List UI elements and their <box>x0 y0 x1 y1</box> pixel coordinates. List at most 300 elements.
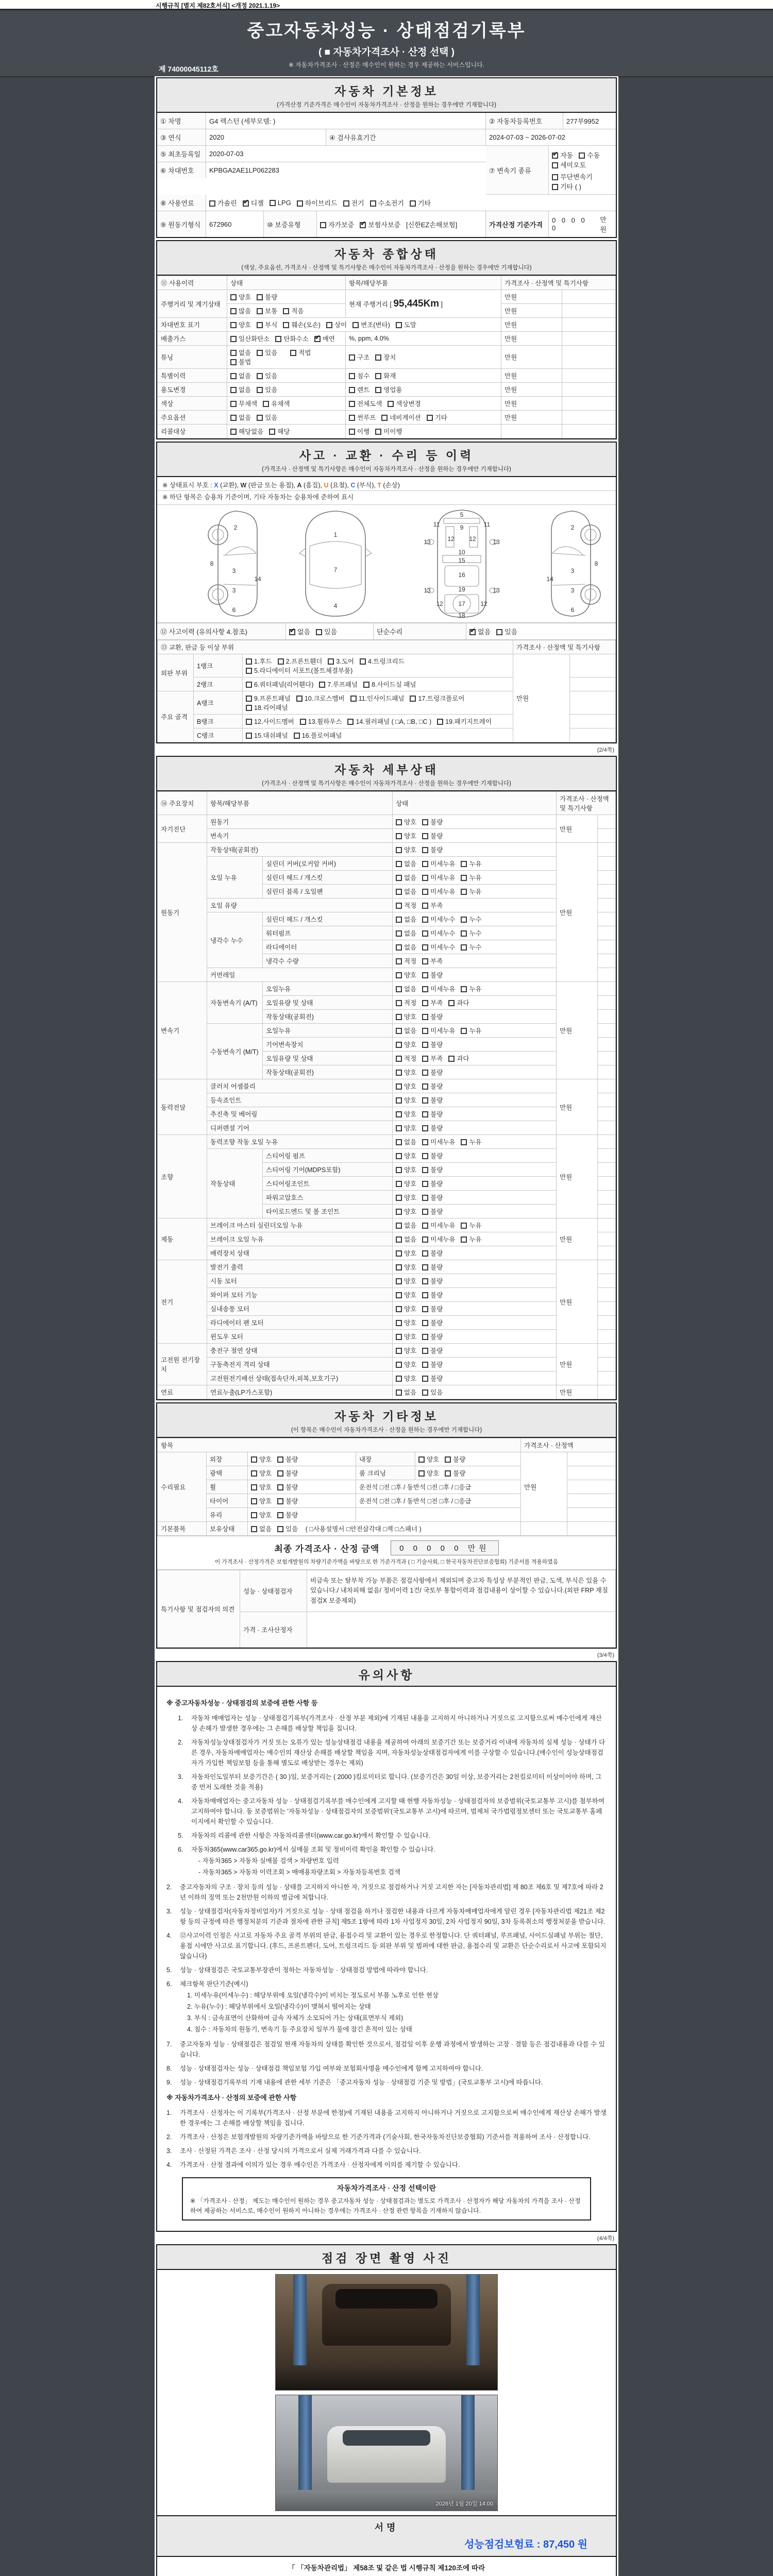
checkbox-unchecked <box>496 629 502 635</box>
damage-code-legend: ※ 상태표시 부호 : X (교환), W (판금 또는 용접), A (흠집), U (요철), C (부식), T (손상) <box>157 477 616 491</box>
row-engine-warranty: ⑨ 원동기형식 672960 ⑩ 보증유형 자가보증 ✔ 보험사보증 [신한EZ손해보험] 가격산정 기준가격 0 0 0 0 0 만원 <box>157 211 616 237</box>
panel-number: 6 <box>570 606 575 614</box>
panel-number: 10 <box>458 549 465 556</box>
option: 수소전기 <box>370 198 404 208</box>
checkbox-unchecked <box>396 1278 402 1284</box>
option: LPG <box>270 199 291 207</box>
checkbox-unchecked <box>230 387 237 393</box>
option: 없음 <box>230 413 251 422</box>
option: 양호 <box>396 1193 416 1202</box>
option: 불량 <box>422 1109 443 1118</box>
checkbox-unchecked <box>422 930 428 937</box>
checkbox-unchecked <box>396 1153 402 1159</box>
car-on-lift-rear <box>322 2284 451 2346</box>
checkbox-unchecked <box>347 719 354 725</box>
form-rule-note: 시행규칙 [별지 제82호서식] <개정 2021.1.19> <box>0 0 773 10</box>
table-row: 작동상태 스티어링 펌프 양호 불량 <box>158 1149 616 1163</box>
option: 있음 <box>257 413 277 422</box>
option: 구조 <box>349 352 369 362</box>
checkbox-unchecked <box>552 174 558 180</box>
notice-item: 3. 성능 · 상태점검자(자동차정비업자)가 거짓으로 성능 · 상태 점검을 하거나 점검한 내용과 다르게 자동차매매업자에게 알린 경우 [자동차관리법 제21조 제2항 등의 규정에 따른 행정처분의 기준과 절차에 관한 규칙] 제5조 1항에 따라 1차 사업정지 30일, 2차 사업정지 90일, 3차 등록취소의 행정처분을 받습니다. <box>166 1907 606 1925</box>
option: 부족 <box>422 998 443 1007</box>
option: 자가보증 <box>320 219 354 229</box>
checkbox-unchecked <box>396 819 402 825</box>
checkbox-unchecked <box>283 308 289 314</box>
option: 기타 <box>427 413 447 422</box>
checkbox-unchecked <box>396 903 402 909</box>
checkbox-unchecked <box>552 184 558 190</box>
option: 불량 <box>277 1468 298 1478</box>
table-row: B랭크 12.사이드멤버 13.휠하우스 14.필러패널 ( □A, □B, □C ) 19.패키지트레이 <box>158 715 616 728</box>
option: 1.후드 <box>246 656 272 666</box>
damage-code: U <box>324 482 329 489</box>
option: 있음 <box>257 371 277 380</box>
page-marker-3: (3/4쪽) <box>597 1652 614 1658</box>
table-row: 와이퍼 모터 기능 양호 불량 <box>158 1288 616 1302</box>
row-fuel: ⑧ 사용연료 가솔린 ✔ 디젤 LPG 하이브리드 전기 수소전기 기타 <box>157 195 616 211</box>
option: 색상변경 <box>388 399 421 408</box>
checkbox-unchecked <box>418 1456 425 1463</box>
checkbox-unchecked <box>396 1250 402 1257</box>
option: 양호 <box>396 1040 416 1049</box>
reg-no-value: 277부9952 <box>566 117 599 125</box>
basic-info-note: (가격산정 기준가격은 매수인이 자동차가격조사 · 산정을 원하는 경우에만 기재합니다) <box>277 102 496 108</box>
option: 무채색 <box>230 399 257 408</box>
checkbox-unchecked <box>461 917 467 923</box>
option: 미세누수 <box>422 914 455 924</box>
table-row: 차대번호 표기 양호 부식 훼손(오손) 상이 변조(변타) 도말 만원 <box>158 318 616 332</box>
option: 양호 <box>396 845 416 854</box>
checkbox-unchecked <box>269 429 275 435</box>
checkbox-unchecked <box>328 658 334 665</box>
option: 변조(변타) <box>352 320 390 329</box>
checkbox-unchecked <box>422 1000 428 1006</box>
checkbox-unchecked <box>246 719 252 725</box>
option: 무단변속기 <box>552 172 593 181</box>
option: 양호 <box>396 1151 416 1160</box>
option: 없음 <box>230 348 251 357</box>
checkbox-unchecked <box>370 200 376 207</box>
table-row: 연료 연료누출(LP가스포함) 없음 있음 만원 <box>158 1385 616 1399</box>
option: ✔ 없음 <box>469 626 491 636</box>
panel-number: 12 <box>480 600 488 607</box>
option: 양호 <box>396 1346 416 1355</box>
checkbox-unchecked <box>422 1389 428 1396</box>
table-row: 실린더 헤드 / 개스킷 없음 미세누유 누유 <box>158 871 616 885</box>
checkbox-unchecked <box>246 696 252 702</box>
option: ✔ 디젤 <box>243 198 264 208</box>
checkbox-unchecked <box>396 958 402 964</box>
checkbox-unchecked <box>422 1376 428 1382</box>
checkbox-unchecked <box>375 373 381 379</box>
checkbox-unchecked <box>422 986 428 992</box>
checkbox-unchecked <box>350 696 357 702</box>
checkbox-unchecked <box>277 1470 283 1477</box>
checkbox-unchecked <box>294 733 300 739</box>
checkbox-unchecked <box>396 1376 402 1382</box>
table-row: 색상 무채색 유채색 전체도색 색상변경 만원 <box>158 397 616 411</box>
option: 15.대쉬패널 <box>246 731 288 740</box>
checkbox-unchecked <box>277 1526 283 1532</box>
checkbox-unchecked <box>422 1111 428 1117</box>
checkbox-unchecked <box>422 1139 428 1145</box>
option: 양호 <box>230 320 251 329</box>
checkbox-unchecked <box>396 1348 402 1354</box>
checkbox-unchecked <box>396 833 402 839</box>
panel-number: 13 <box>493 587 500 594</box>
option: 불량 <box>445 1468 465 1478</box>
checkbox-unchecked <box>422 861 428 867</box>
checkbox-unchecked <box>352 322 359 328</box>
checkbox-unchecked <box>422 958 428 964</box>
option: 미세누수 <box>422 928 455 938</box>
option: 11.인사이드패널 <box>350 693 405 703</box>
notice-item: 1. 가격조사 · 산정자는 이 기록부(가격조사 · 산정 부분에 한정)에 기재된 내용을 고지하지 아니하거나 거짓으로 고지함으로써 매수인에게 재산상 손해가 발생한 경우에는 그 손해를 배상할 책임을 집니다. <box>166 2109 607 2127</box>
table-row: 디퍼렌셜 기어 양호 불량 <box>158 1121 616 1135</box>
option: 없음 <box>396 942 416 952</box>
signature-band: 서명 성능점검보험료 : 87,450 원 <box>157 2515 616 2557</box>
option: 없음 <box>230 385 251 394</box>
option: 없음 <box>396 914 416 924</box>
checkbox-unchecked <box>297 200 303 207</box>
table-row: 등속죠인트 양호 불량 <box>158 1093 616 1107</box>
table-row: 커먼레일 양호 불량 <box>158 968 616 982</box>
option: 미세누유 <box>422 1026 455 1035</box>
checkbox-unchecked <box>396 1306 402 1312</box>
accident-note: (가격조사 · 산정액 및 특기사항은 매수인이 자동차가격조사 · 산정을 원하는 경우에만 기재합니다) <box>262 466 511 472</box>
option: 누수 <box>461 928 481 938</box>
option: 누유 <box>461 984 481 993</box>
option: 있음 <box>257 385 277 394</box>
table-row: 제동 브레이크 마스터 실린더오일 누유 없음 미세누유 누유 만원 <box>158 1218 616 1232</box>
option: 있음 <box>257 348 277 357</box>
etc-title: 자동차 기타정보 <box>334 1410 439 1423</box>
table-row: 작동상태(공회전) 양호 불량 <box>158 1010 616 1024</box>
overall-note: (색상, 주요옵션, 가격조사 · 산정액 및 특기사항은 매수인이 자동차가격조사 · 산정을 원하는 경우에만 기재합니다) <box>241 265 532 271</box>
basic-info-title: 자동차 기본정보 <box>334 84 439 98</box>
checkbox-unchecked <box>230 350 237 356</box>
option: 양호 <box>251 1496 272 1505</box>
checkbox-unchecked <box>448 1000 455 1006</box>
section-overall-state <box>156 240 617 439</box>
checkbox-unchecked <box>246 668 252 674</box>
checkbox-checked <box>469 629 476 635</box>
checkbox-unchecked <box>396 889 402 895</box>
checkbox-unchecked <box>396 861 402 867</box>
option: 양호 <box>396 1165 416 1174</box>
checkbox-unchecked <box>422 903 428 909</box>
option: 있음 <box>316 626 337 636</box>
checkbox-unchecked <box>461 861 467 867</box>
option: 양호 <box>230 292 251 301</box>
checkbox-unchecked <box>396 1028 402 1034</box>
checkbox-unchecked <box>396 1389 402 1396</box>
checkbox-unchecked <box>461 944 467 951</box>
option: 일산화탄소 <box>230 334 270 343</box>
option: 없음 <box>230 371 251 380</box>
option: 양호 <box>396 1179 416 1188</box>
document-title-bar <box>0 10 773 77</box>
notice-item: 4. 가격조사 · 산정 결과에 이의가 있는 경우 매수인은 가격조사 · 산정자에게 이의를 제기할 수 있습니다. <box>166 2161 460 2168</box>
option: 부족 <box>422 956 443 965</box>
panel-number: 13 <box>424 587 431 594</box>
option: 불량 <box>422 1012 443 1021</box>
option: ✔ 없음 <box>289 626 310 636</box>
checkbox-unchecked <box>230 359 237 365</box>
checkbox-unchecked <box>396 1097 402 1104</box>
option: 양호 <box>396 1081 416 1091</box>
confirmation-statement: 「 「자동차관리법」 제58조 및 같은 법 시행규칙 제120조에 따라 <box>288 2564 485 2572</box>
checkbox-unchecked <box>388 401 394 407</box>
table-row: 워터펌프 없음 미세누수 누수 <box>158 926 616 940</box>
table-row: 2랭크 6.쿼터패널(리어휀다) 7.루프패널 8.사이드실 패널 <box>158 677 616 691</box>
checkbox-unchecked <box>251 1512 257 1518</box>
option: 불량 <box>422 1081 443 1091</box>
option: 없음 <box>396 1234 416 1244</box>
checkbox-unchecked <box>257 322 263 328</box>
checkbox-unchecked <box>422 1334 428 1340</box>
checkbox-unchecked <box>396 875 402 881</box>
checkbox-unchecked <box>422 1362 428 1368</box>
checkbox-unchecked <box>230 308 237 314</box>
section-accident-history <box>156 442 617 743</box>
photo-timestamp: 2026년 1월 20일 14:00 <box>435 2501 493 2507</box>
checkbox-unchecked <box>257 350 263 356</box>
option: 7.루프패널 <box>319 680 358 689</box>
checkbox-unchecked <box>396 1111 402 1117</box>
table-row: 배력장치 상태 양호 불량 <box>158 1246 616 1260</box>
notice-section2-title: ※ 자동차가격조사 · 산정의 보증에 관한 사항 <box>166 2093 297 2102</box>
table-row: 특별이력 없음 있음 침수 화재 만원 <box>158 369 616 383</box>
checkbox-unchecked <box>422 1278 428 1284</box>
checkbox-unchecked <box>209 200 215 207</box>
checkbox-unchecked <box>427 415 433 421</box>
panel-number: 15 <box>458 557 465 564</box>
checkbox-unchecked <box>349 387 355 393</box>
checkbox-unchecked <box>461 1236 467 1243</box>
checkbox-unchecked <box>349 415 355 421</box>
checkbox-unchecked <box>300 719 306 725</box>
section-photos-sign <box>156 2244 617 2576</box>
option: 양호 <box>418 1468 439 1478</box>
checkbox-unchecked <box>396 1000 402 1006</box>
option: 불량 <box>422 1360 443 1369</box>
option: 썬루프 <box>349 413 376 422</box>
option: 미세누유 <box>422 1221 455 1230</box>
option: 양호 <box>396 1360 416 1369</box>
checkbox-unchecked <box>316 629 322 635</box>
option: 기타 ( ) <box>552 181 581 191</box>
panel-number: 3 <box>232 567 236 574</box>
accident-history-options <box>286 623 374 639</box>
basic-info-table <box>157 113 616 237</box>
checkbox-unchecked <box>579 152 585 159</box>
checkbox-checked <box>314 336 321 342</box>
option: 불량 <box>422 1262 443 1272</box>
checkbox-unchecked <box>410 200 416 207</box>
checkbox-unchecked <box>396 322 402 328</box>
appraiser-opinion-row: 가격 · 조사산정자 <box>158 1612 616 1648</box>
notice-content <box>157 1687 616 2231</box>
checkbox-unchecked <box>277 1512 283 1518</box>
panel-number: 6 <box>232 606 236 614</box>
final-price-value: 0 0 0 0 0 만원 <box>391 1540 499 1555</box>
checkbox-unchecked <box>396 1334 402 1340</box>
table-row: 주요옵션 없음 있음 썬루프 네비게이션 기타 만원 <box>158 411 616 425</box>
option: 훼손(오손) <box>283 320 321 329</box>
checkbox-unchecked <box>396 1292 402 1298</box>
option: 양호 <box>396 970 416 979</box>
checkbox-unchecked <box>422 1028 428 1034</box>
option: 4.트렁크리드 <box>360 656 405 666</box>
option: 영업용 <box>375 385 402 394</box>
option: 부족 <box>422 901 443 910</box>
option: 양호 <box>418 1454 439 1464</box>
inspection-insurance-fee: 성능점검보험료 : 87,450 원 <box>464 2539 587 2551</box>
option: 9.프론트패널 <box>246 693 291 703</box>
option: 미세누유 <box>422 1234 455 1244</box>
section-etc-info <box>156 1402 617 1649</box>
checkbox-unchecked <box>230 322 237 328</box>
option: 적음 <box>283 306 304 315</box>
option: 적정 <box>396 998 416 1007</box>
checkbox-unchecked <box>246 705 252 711</box>
notice-item: 2. 가격조사 · 산정은 보험개발원의 차량기준가액을 바탕으로 한 기준가격과 (기술사회, 한국자동차진단보증협회) 기준서를 적용하여 조사 · 산정합니다. <box>166 2133 591 2141</box>
option: 미세누유 <box>422 1137 455 1146</box>
table-row: 윈도우 모터 양호 불량 <box>158 1330 616 1344</box>
inspection-photo-front <box>275 2395 498 2511</box>
checkbox-unchecked <box>422 1195 428 1201</box>
car-diagram-right-side <box>540 508 604 623</box>
checkbox-unchecked <box>263 401 269 407</box>
table-row: 전기 발전기 출력 양호 불량 만원 <box>158 1260 616 1274</box>
option: 양호 <box>396 1012 416 1021</box>
table-row: 실내송풍 모터 양호 불량 <box>158 1302 616 1316</box>
option: 부족 <box>422 1054 443 1063</box>
checkbox-unchecked <box>257 415 263 421</box>
option: 있음 <box>422 1387 443 1397</box>
panel-number: 12 <box>469 535 476 543</box>
car-on-lift-front <box>327 2426 446 2483</box>
checkbox-checked <box>552 152 558 159</box>
option: 양호 <box>396 1123 416 1132</box>
checkbox-checked <box>360 222 366 228</box>
option: 미세누유 <box>422 887 455 896</box>
option: 5.라디에이터 서포트(볼트체결부품) <box>246 666 352 675</box>
accident-title: 사고 · 교환 · 수리 등 이력 <box>299 449 474 462</box>
checkbox-unchecked <box>422 1167 428 1173</box>
table-row: 라디에이터 팬 모터 양호 불량 <box>158 1316 616 1330</box>
damage-code: X <box>214 482 219 489</box>
checkbox-unchecked <box>251 1470 257 1477</box>
overall-table <box>157 276 616 438</box>
checkbox-unchecked <box>422 972 428 978</box>
checkbox-unchecked <box>396 1209 402 1215</box>
checkbox-unchecked <box>396 944 402 951</box>
panel-number: 13 <box>493 538 500 546</box>
option: 양호 <box>251 1468 272 1478</box>
checkbox-unchecked <box>396 1195 402 1201</box>
section-detail-state <box>156 756 617 1400</box>
section-basic-info <box>156 77 617 238</box>
checkbox-unchecked <box>396 1362 402 1368</box>
option: 적정 <box>396 956 416 965</box>
notice-item: 1. 자동차 매매업자는 성능 · 상태점검기록부(가격조사 · 산정 부분 제외)에 기재된 내용을 고지하지 아니하거나 거짓으로 고지함으로써 매수인에게 재산상 손해가 발생한 경우에는 그 손해를 배상할 책임을 집니다. <box>178 1714 602 1732</box>
option: 불량 <box>422 1304 443 1313</box>
checkbox-unchecked <box>422 917 428 923</box>
option: 18.리어패널 <box>246 703 288 712</box>
checkbox-unchecked <box>326 322 332 328</box>
checkbox-unchecked <box>396 847 402 853</box>
checkbox-unchecked <box>375 429 381 435</box>
option: 전체도색 <box>349 399 382 408</box>
detail-table <box>157 791 616 1399</box>
option: 불량 <box>422 1374 443 1383</box>
option: 없음 <box>396 1026 416 1035</box>
page-subtitle-note: ※ 자동차가격조사 · 산정은 매수인이 원하는 경우 제공하는 서비스입니다. <box>288 61 485 69</box>
table-row: 외판 부위 1랭크 1.후드 2.프론트휀더 3.도어 4.트렁크리드5.라디에이터 서포트(볼트체결부품) 만원 <box>158 654 616 677</box>
table-row: 리콜대상 해당없음 해당 이행 미이행 <box>158 425 616 438</box>
checkbox-unchecked <box>257 387 263 393</box>
table-row: 용도변경 없음 있음 렌트 영업용 만원 <box>158 383 616 397</box>
inspection-photo-rear <box>275 2274 498 2391</box>
checkbox-unchecked <box>283 322 289 328</box>
option: 누수 <box>461 942 481 952</box>
option: 양호 <box>396 817 416 826</box>
exchange-panel-table <box>157 640 616 742</box>
transmission-options <box>549 146 616 195</box>
option: 불량 <box>422 1040 443 1049</box>
option: 양호 <box>396 1207 416 1216</box>
option: 양호 <box>396 1304 416 1313</box>
checkbox-unchecked <box>422 1042 428 1048</box>
option: 누유 <box>461 859 481 868</box>
option: 불량 <box>277 1510 298 1519</box>
checkbox-unchecked <box>461 986 467 992</box>
checkbox-unchecked <box>230 415 237 421</box>
checkbox-unchecked <box>343 200 349 207</box>
table-row: 라디에이터 없음 미세누수 누수 <box>158 940 616 954</box>
page-marker-2: (2/4쪽) <box>597 747 614 753</box>
checkbox-unchecked <box>422 819 428 825</box>
checkbox-unchecked <box>396 972 402 978</box>
option: 미세누유 <box>422 859 455 868</box>
option: 불량 <box>422 1123 443 1132</box>
checkbox-unchecked <box>296 696 303 702</box>
panel-number: 9 <box>460 524 464 531</box>
checkbox-unchecked <box>422 1056 428 1062</box>
option: 양호 <box>396 1095 416 1105</box>
panel-number: 14 <box>254 575 261 583</box>
option: 수동 <box>579 150 600 160</box>
current-mileage: 현재 주행거리 [ 95,445Km ] <box>346 290 501 318</box>
table-row: 파워고압호스 양호 불량 <box>158 1191 616 1205</box>
option: 불량 <box>422 1095 443 1105</box>
checkbox-unchecked <box>422 1320 428 1326</box>
vin-value: KPBGA2AE1LP062283 <box>209 166 279 174</box>
table-row: 기본품목 보유상태 없음 있음 ( □사용설명서 □안전삼각대 □잭 □스패너 ) <box>158 1522 616 1536</box>
option: 누유 <box>461 873 481 882</box>
checkbox-checked <box>289 629 295 635</box>
option: 불량 <box>422 1179 443 1188</box>
appraiser-opinion-text <box>307 1612 616 1648</box>
table-row: 오일 누유 실린더 커버(로커암 커버) 없음 미세누유 누유 <box>158 857 616 871</box>
option: 불량 <box>422 817 443 826</box>
notice-item: 3. 자동차인도일부터 보증기간은 ( 30 )일, 보증거리는 ( 2000 )킬로미터로 합니다. (보증기간은 30일 이상, 보증거리는 2천킬로미터 이상이어야 하며, 그 중 먼저 도래한 것을 적용) <box>178 1773 602 1791</box>
checkbox-unchecked <box>251 1498 257 1504</box>
option: 없음 <box>396 1387 416 1397</box>
detail-header-row: ⑭ 주요장치 항목/해당부품 상태 가격조사 · 산정액 및 특기사항 <box>158 792 616 815</box>
